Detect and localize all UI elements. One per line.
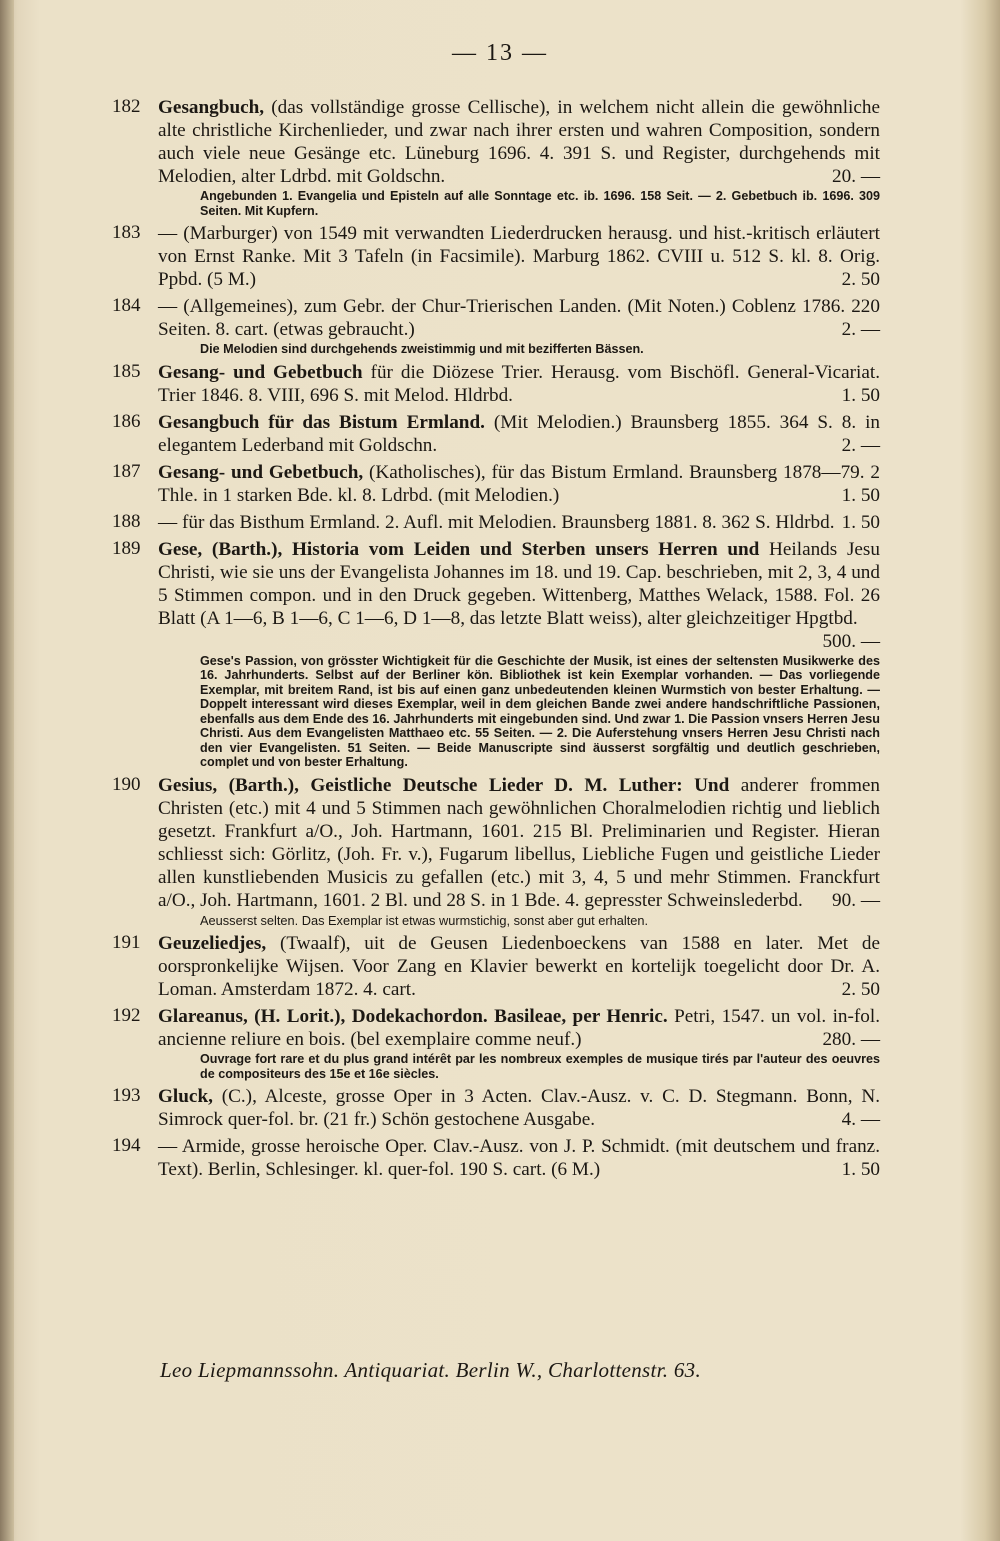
entry-price: 2. — [841,319,880,340]
entry-description: Heilands Jesu Christi, wie sie uns der Evangelista Johannes im 18. und 19. Cap. beschrieben, mit 2, 3, 4 und 5 Stimmen compon. und in den Druck gegeben. Wittenberg, Matthes Welack, 1588. Fol. 26 Blatt (A 1—6, B 1—6, C 1—6, D 1—8, das letzte Blatt weiss), alter gleichzeitiger Hpgtbd. [158,538,880,629]
catalog-entry [112,411,880,457]
entry-text [158,361,880,407]
entry-description: Petri, 1547. un vol. in-fol. ancienne reliure en bois. (bel exemplaire comme neuf.) [158,1006,880,1051]
entry-price: 20. — [832,166,880,187]
catalog-entry [112,295,880,357]
catalog-entry [112,1005,880,1081]
entry-note: Angebunden 1. Evangelia und Episteln auf alle Sonntage etc. ib. 1696. 158 Seit. — 2. Gebetbuch ib. 1696. 309 Seiten. Mit Kupfern. [200,189,880,218]
catalog-entry [112,461,880,507]
entry-price: 1. 50 [841,384,880,406]
catalog-entries [112,96,880,1185]
entry-description: (Katholisches), für das Bistum Ermland. Braunsberg 1878—79. 2 Thle. in 1 starken Bde. kl. 8. Ldrbd. (mit Melodien.) [158,461,880,506]
entry-price: 90. — [832,889,880,911]
entry-number: 194 [112,1135,141,1157]
entry-heading: Gluck, [158,1086,213,1108]
entry-text [158,96,880,188]
book-spine-shadow [0,0,14,1541]
entry-heading: Gesang- und Gebetbuch [158,361,363,383]
entry-description: anderer frommen Christen (etc.) mit 4 und 5 Stimmen nach gewöhnlichen Choralmelodien richtig und lieblich gesetzt. Frankfurt a/O., Joh. Hartmann, 1601. 215 Bl. Preliminarien und Register. Hieran schliesst sich: Görlitz, (Joh. Fr. v.), Fugarum libellus, Liebliche Fugen und geistliche Lieder allen kunstliebenden Musicis zu gefallen (etc.) mit 3, 4, 5 und mehr Stimmen. Franckfurt a/O., Joh. Hartmann, 1601. 2 Bl. und 28 S. in 1 Bde. 4. gepresster Schweinslederbd. [158,774,880,911]
catalog-entry [112,511,880,534]
entry-heading: Gesangbuch, [158,97,265,118]
catalog-entry [112,774,880,929]
entry-number: 190 [112,773,141,795]
entry-number: 191 [112,932,141,954]
entry-price: 4. — [841,1109,880,1131]
entry-note: Aeusserst selten. Das Exemplar ist etwas wurmstichig, sonst aber gut erhalten. [200,912,649,928]
entry-number: 188 [112,510,141,532]
entry-description: für die Diözese Trier. Herausg. vom Bischöfl. General-Vicariat. Trier 1846. 8. VIII, 696 S. mit Melod. Hldrbd. [158,361,881,406]
page-number: — 13 — [452,40,548,66]
entry-price: 1. 50 [841,484,880,506]
entry-description: — (Marburger) von 1549 mit verwandten Liederdrucken herausg. und hist.-kritisch erläutert von Ernst Ranke. Mit 3 Tafeln (in Facsimile). Marburg 1862. CVIII u. 512 S. kl. 8. Orig. Ppbd. (5 M.) [158,223,880,290]
entry-price: 280. — [822,1029,880,1051]
entry-heading: Gese, (Barth.), Historia vom Leiden und Sterben unsers Herren und [158,538,760,560]
catalog-entry [112,932,880,1001]
entry-note: Die Melodien sind durchgehends zweistimmig und mit bezifferten Bässen. [200,342,644,356]
entry-text [158,295,880,341]
entry-heading: Glareanus, (H. Lorit.), Dodekachordon. Basileae, per Henric. [158,1006,668,1028]
catalog-entry [112,361,880,407]
catalog-entry [112,222,880,291]
entry-text [158,774,880,912]
entry-price: 2. 50 [841,979,880,1001]
entry-heading: Gesangbuch für das Bistum Ermland. [158,411,485,433]
entry-description: — Armide, grosse heroische Oper. Clav.-Ausz. von J. P. Schmidt. (mit deutschem und franz. Text). Berlin, Schlesinger. kl. quer-fol. 190 S. cart. (6 M.) [158,1136,880,1181]
catalog-entry [112,96,880,218]
entry-price: 500. — [822,630,880,652]
entry-number: 183 [112,222,141,243]
entry-description: (Twaalf), uit de Geusen Liedenboeckens van 1588 en later. Met de oorspronkelijke Wijsen. Voor Zang en Klavier bewerkt en kortelijk toegelicht door Dr. A. Loman. Amsterdam 1872. 4. cart. [158,933,880,1001]
entry-text [158,411,880,457]
entry-number: 185 [112,360,141,382]
entry-description: — für das Bisthum Ermland. 2. Aufl. mit Melodien. Braunsberg 1881. 8. 362 S. Hldrbd. [158,511,835,533]
entry-text [158,932,880,1001]
entry-price: 1. 50 [841,1159,880,1181]
entry-text [158,511,880,534]
entry-heading: Gesang- und Gebetbuch, [158,461,364,483]
entry-description: (das vollständige grosse Cellische), in welchem nicht allein die gewöhnliche alte christliche Kirchenlieder, und zwar nach ihrer ersten und wahren Composition, sondern auch viele neue Gesänge etc. Lüneburg 1696. 4. 391 S. und Register, durchgehends mit Melodien, alter Ldrbd. mit Goldschn. [158,97,880,187]
entry-note: Ouvrage fort rare et du plus grand intérêt par les nombreux exemples de musique tirés par l'auteur des oeuvres de compositeurs des 15e et 16e siècles. [200,1052,880,1081]
entry-price: 2. — [841,434,880,456]
catalog-entry [112,538,880,770]
catalog-entry [112,1085,880,1131]
entry-description: — (Allgemeines), zum Gebr. der Chur-Trierischen Landen. (Mit Noten.) Coblenz 1786. 220 Seiten. 8. cart. (etwas gebraucht.) [158,296,880,340]
entry-text [158,1005,880,1051]
entry-number: 184 [112,295,141,316]
entry-text [158,461,880,507]
entry-number: 193 [112,1085,141,1107]
entry-number: 187 [112,460,141,482]
entry-text [158,222,880,291]
entry-text [158,538,880,653]
entry-description: (C.), Alceste, grosse Oper in 3 Acten. Clav.-Ausz. v. C. D. Stegmann. Bonn, N. Simrock quer-fol. br. (21 fr.) Schön gestochene Ausgabe. [158,1086,880,1131]
entry-price: 2. 50 [841,269,880,290]
entry-number: 189 [112,537,141,559]
entry-heading: Geuzeliedjes, [158,933,267,955]
entry-number: 182 [112,96,141,117]
entry-text [158,1085,880,1131]
entry-description: (Mit Melodien.) Braunsberg 1855. 364 S. 8. in elegantem Lederband mit Goldschn. [158,411,880,456]
entry-number: 192 [112,1005,141,1027]
entry-text [158,1135,880,1181]
entry-note: Gese's Passion, von grösster Wichtigkeit für die Geschichte der Musik, ist eines der seltensten Musikwerke des 16. Jahrhunderts. Selbst auf der Berliner kön. Bibliothek ist kein Exemplar vorhanden. — Das vorliegende Exemplar, mit breitem Rand, ist bis auf einen ganz unbedeutenden kleinen Wurmstich von bester Erhaltung. — Doppelt interessant wird dieses Exemplar, weil in dem gleichen Bande zwei andere handschriftliche Passionen, ebenfalls aus dem Ende des 16. Jahrhunderts mit eingebunden sind. Und zwar 1. Die Passion vnsers Herren Jesu Christi. Aus dem Evangelisten Matthaeo etc. 55 Seiten. — 2. Die Auferstehung vnsers Herren Jesu Christi nach den vier Evangelisten. 51 Seiten. — Beide Manuscripte sind äusserst sorgfältig und deutlich geschrieben, complet und von bester Erhaltung. [200,653,880,769]
publisher-footer: Leo Liepmannssohn. Antiquariat. Berlin W., Charlottenstr. 63. [160,1358,702,1382]
entry-heading: Gesius, (Barth.), Geistliche Deutsche Lieder D. M. Luther: Und [158,774,730,796]
entry-number: 186 [112,410,141,432]
entry-price: 1. 50 [841,511,880,533]
catalog-entry [112,1135,880,1181]
